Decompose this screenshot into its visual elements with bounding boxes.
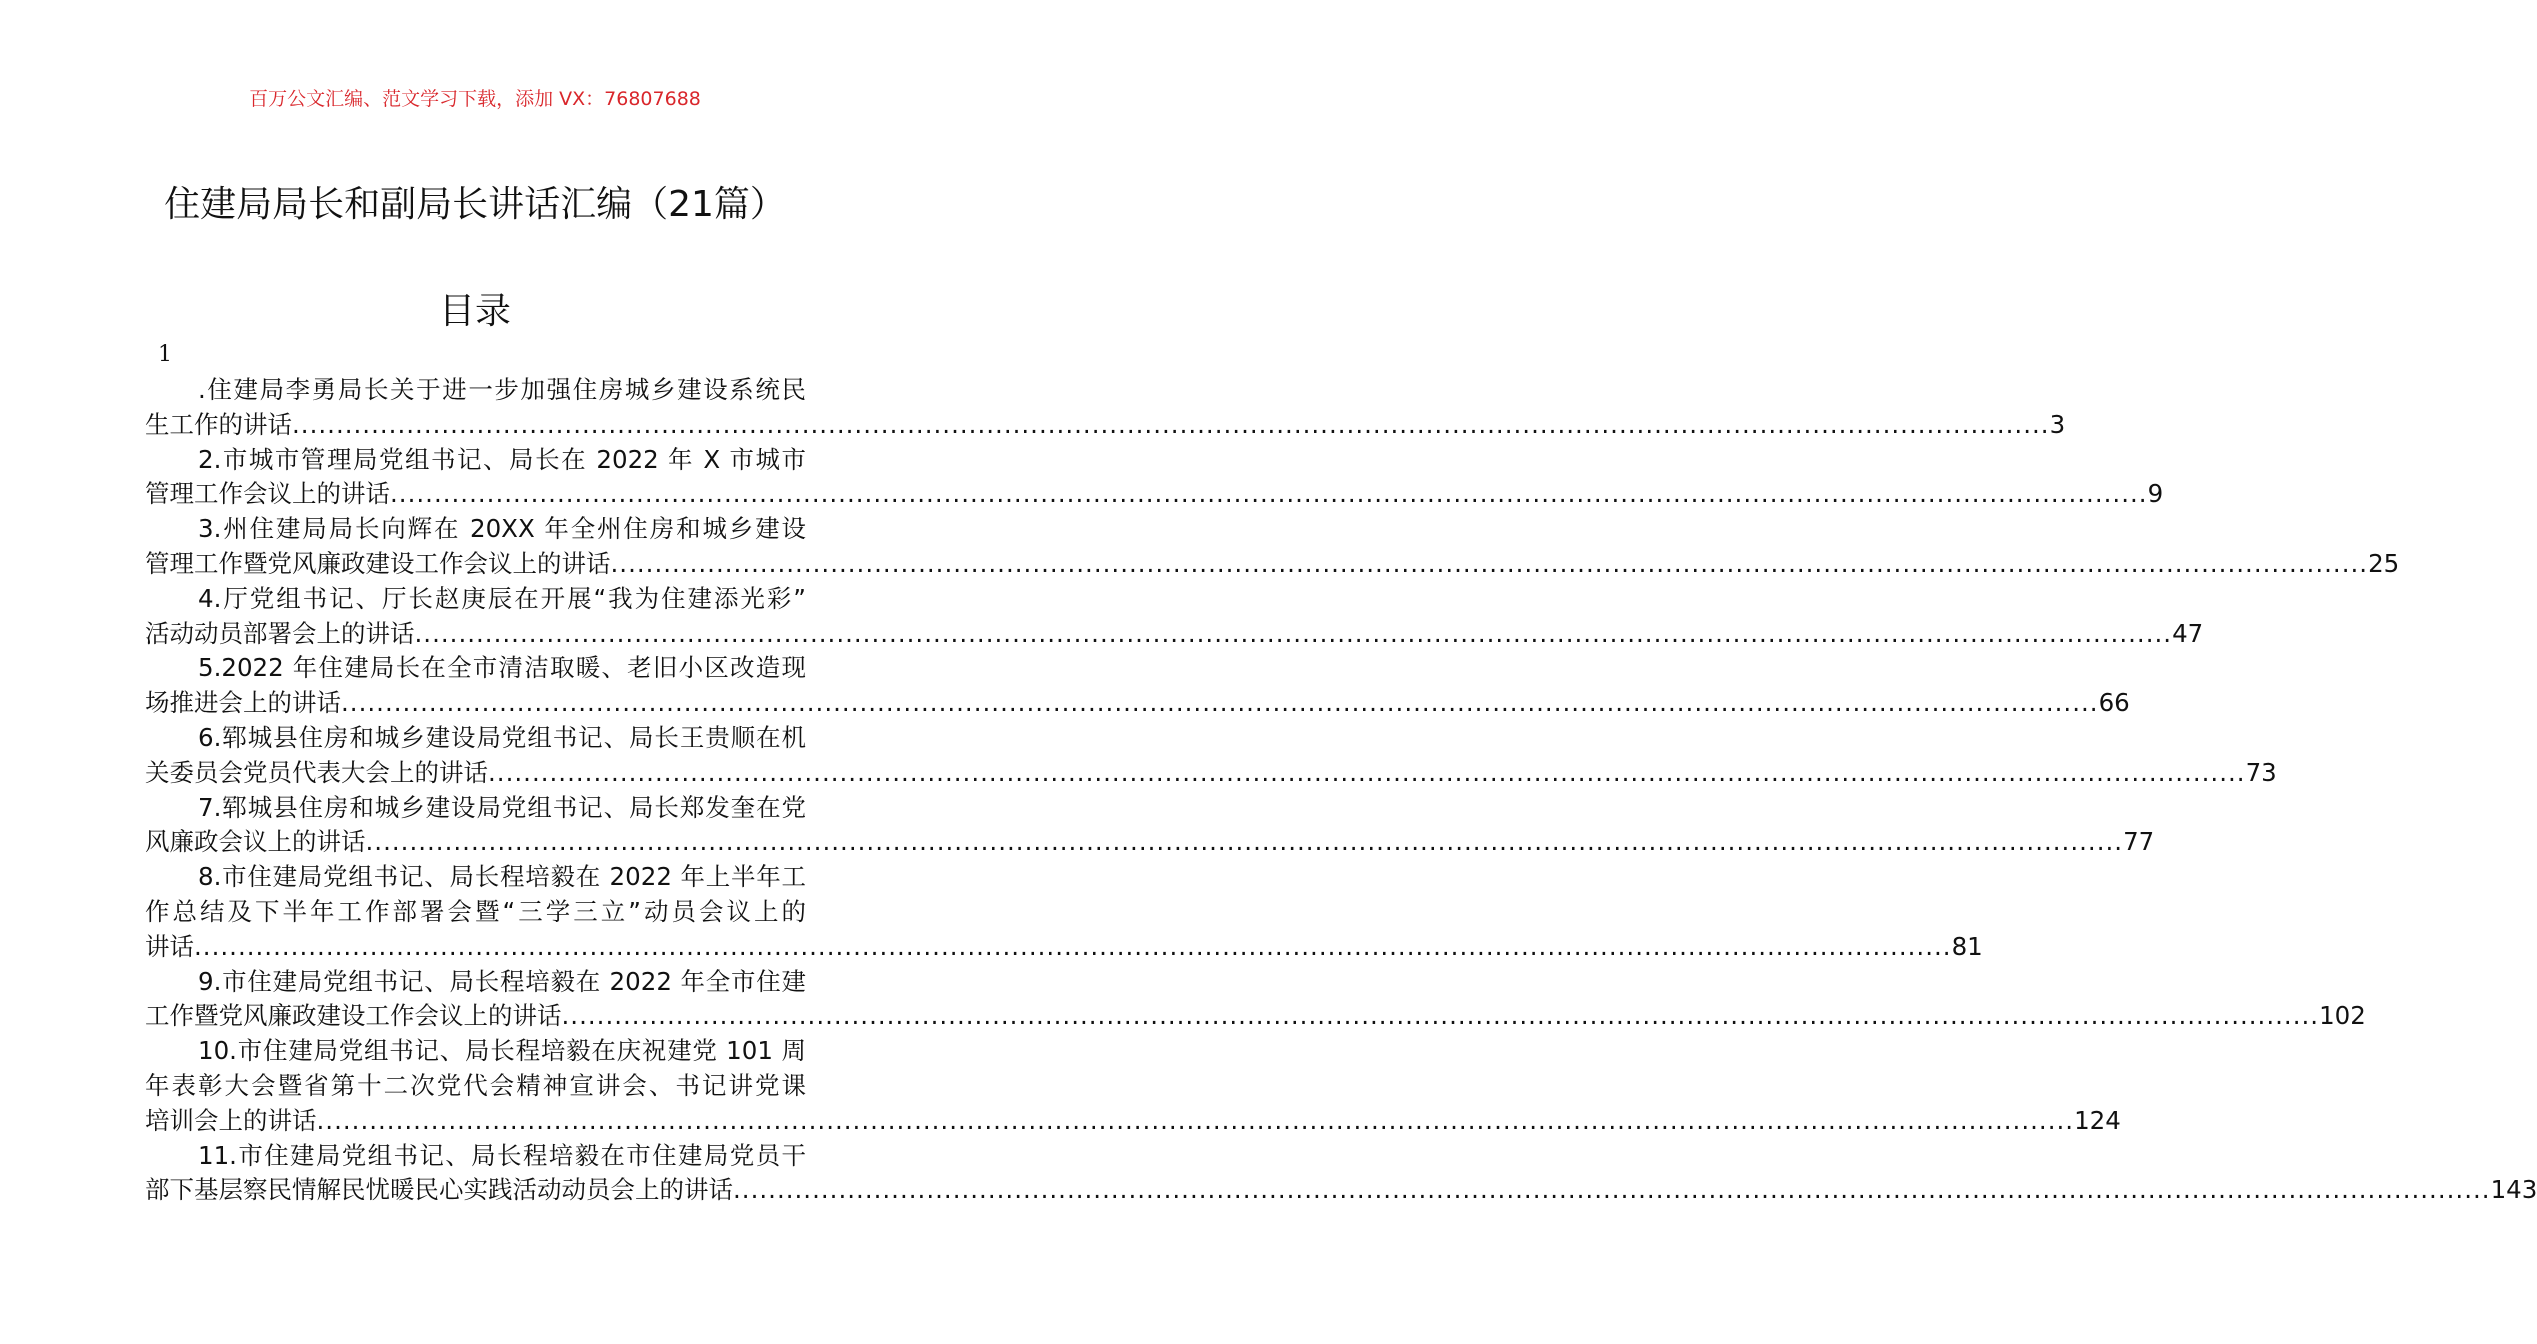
promo-banner: 百万公文汇编、范文学习下载，添加 VX：76807688 xyxy=(249,88,701,110)
toc-entry[interactable] xyxy=(145,1034,2121,1138)
toc-entry[interactable] xyxy=(145,791,2155,861)
toc-entry-text: 4.厅党组书记、厅长赵庚辰在开展“我为住建添光彩” xyxy=(198,583,806,613)
toc-entry-text: 7.郓城县住房和城乡建设局党组书记、局长郑发奎在党 xyxy=(198,792,806,822)
toc-entry-last-line xyxy=(145,756,2277,791)
toc-heading: 目录 xyxy=(438,291,511,332)
toc-entry-last-line xyxy=(145,1104,2121,1139)
toc-entry[interactable] xyxy=(145,1139,2537,1209)
page-number: 77 xyxy=(2123,827,2155,857)
toc-entry-text: .住建局李勇局长关于进一步加强住房城乡建设系统民 xyxy=(198,375,806,404)
page-number: 102 xyxy=(2319,1001,2366,1031)
toc-entry-text: 2.市城市管理局党组书记、局长在 2022 年 X 市城市 xyxy=(198,444,806,474)
toc-entry-text: 年表彰大会暨省第十二次党代会精神宣讲会、书记讲党课 xyxy=(145,1070,806,1100)
toc-entry[interactable] xyxy=(145,651,2130,721)
toc-entry-text: 3.州住建局局长向辉在 20XX 年全州住房和城乡建设 xyxy=(198,514,806,544)
toc-entry-text: 工作暨党风廉政建设工作会议上的讲话 xyxy=(145,1001,562,1031)
toc-entry-text: 6.郓城县住房和城乡建设局党组书记、局长王贵顺在机 xyxy=(198,722,806,752)
toc-entry-text: 关委员会党员代表大会上的讲话 xyxy=(145,757,488,787)
toc-entry[interactable] xyxy=(145,721,2277,791)
toc-entry-text: 场推进会上的讲话 xyxy=(145,688,341,718)
page-number: 9 xyxy=(2147,479,2164,509)
dot-leader: ........................................................................................................................................................................................................ xyxy=(390,479,2148,509)
page-number: 25 xyxy=(2368,548,2400,578)
toc-entry-last-line xyxy=(145,999,2366,1034)
toc-entry-text: 活动动员部署会上的讲话 xyxy=(145,618,415,648)
toc-entry-last-line xyxy=(145,1173,2537,1208)
dot-leader: ........................................................................................................................................................................................................ xyxy=(733,1175,2491,1205)
document-title: 住建局局长和副局长讲话汇编（21篇） xyxy=(164,184,786,225)
toc-entry-text: 管理工作会议上的讲话 xyxy=(145,479,390,509)
dot-leader: ........................................................................................................................................................................................................ xyxy=(341,688,2099,718)
toc-entry-last-line xyxy=(145,930,1983,965)
page-number: 47 xyxy=(2172,618,2204,648)
dot-leader: ........................................................................................................................................................................................................ xyxy=(316,1105,2075,1135)
toc-entry[interactable] xyxy=(145,443,2164,513)
toc-entry-last-line xyxy=(145,408,2066,443)
dot-leader: ........................................................................................................................................................................................................ xyxy=(561,1001,2320,1031)
toc-entry-text: 管理工作暨党风廉政建设工作会议上的讲话 xyxy=(145,548,611,578)
page-number: 124 xyxy=(2074,1105,2121,1135)
page-number: 143 xyxy=(2490,1175,2537,1205)
toc-entry-last-line xyxy=(145,477,2164,512)
dot-leader: ........................................................................................................................................................................................................ xyxy=(610,548,2369,578)
page-number: 3 xyxy=(2049,409,2066,439)
toc-entry[interactable] xyxy=(145,860,1983,964)
toc-entry-text: 11.市住建局党组书记、局长程培毅在市住建局党员干 xyxy=(198,1140,806,1170)
dot-leader: ........................................................................................................................................................................................................ xyxy=(414,618,2173,648)
toc-entry-last-line xyxy=(145,686,2130,721)
toc-entry[interactable] xyxy=(145,582,2204,652)
toc-entry[interactable] xyxy=(145,965,2366,1035)
toc-entry-text: 部下基层察民情解民忧暖民心实践活动动员会上的讲话 xyxy=(145,1175,733,1205)
stray-number: 1 xyxy=(158,342,172,367)
toc-entry-last-line xyxy=(145,547,2400,582)
dot-leader: ........................................................................................................................................................................................................ xyxy=(488,757,2246,787)
toc-entry-text: 风廉政会议上的讲话 xyxy=(145,827,366,857)
toc-entry-last-line xyxy=(145,617,2204,652)
toc-entry-text: 8.市住建局党组书记、局长程培毅在 2022 年上半年工 xyxy=(198,862,806,892)
toc-entry-text: 9.市住建局党组书记、局长程培毅在 2022 年全市住建 xyxy=(198,966,806,996)
toc-entry-text: 5.2022 年住建局长在全市清洁取暖、老旧小区改造现 xyxy=(198,653,806,683)
page-number: 73 xyxy=(2245,757,2277,787)
toc-entry-last-line xyxy=(145,825,2155,860)
dot-leader: ........................................................................................................................................................................................................ xyxy=(365,827,2124,857)
toc-entry-text: 10.市住建局党组书记、局长程培毅在庆祝建党 101 周 xyxy=(198,1036,806,1066)
page-number: 66 xyxy=(2098,688,2130,718)
dot-leader: ........................................................................................................................................................................................................ xyxy=(194,931,1952,961)
page-number: 81 xyxy=(1951,931,1983,961)
toc-entry-text: 生工作的讲话 xyxy=(145,409,292,439)
toc-entry-text: 讲话 xyxy=(145,931,194,961)
toc-entry-text: 培训会上的讲话 xyxy=(145,1105,317,1135)
dot-leader: ........................................................................................................................................................................................................ xyxy=(292,409,2050,439)
table-of-contents xyxy=(145,373,2537,1208)
toc-entry-text: 作总结及下半年工作部署会暨“三学三立”动员会议上的 xyxy=(145,896,806,926)
toc-entry[interactable] xyxy=(145,373,2066,443)
toc-entry[interactable] xyxy=(145,512,2400,582)
